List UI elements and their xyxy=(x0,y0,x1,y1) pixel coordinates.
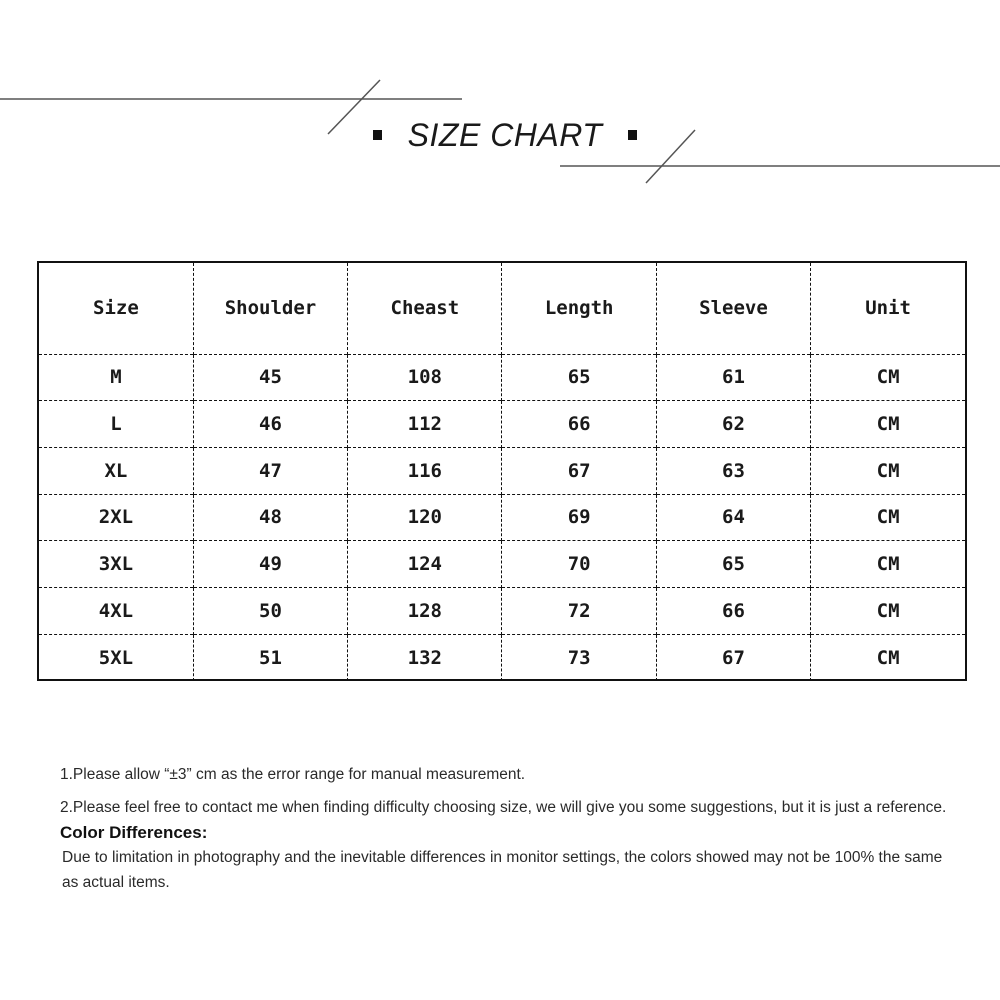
column-header: Cheast xyxy=(348,263,502,354)
table-cell: CM xyxy=(811,354,965,401)
table-cell: 46 xyxy=(193,401,347,448)
column-header: Size xyxy=(93,297,139,320)
notes-section xyxy=(60,762,950,895)
color-differences-text: Due to limitation in photography and the inevitable differences in monitor settings, the colors showed may not be 100% the same as actual items. xyxy=(62,849,943,891)
table-cell: 62 xyxy=(656,401,810,448)
table-row xyxy=(39,634,965,681)
table-cell: 48 xyxy=(193,494,347,541)
table-cell: 67 xyxy=(656,634,810,681)
table-row xyxy=(39,494,965,541)
table-cell: 72 xyxy=(502,587,656,634)
table-cell: 108 xyxy=(348,354,502,401)
right-bullet-icon xyxy=(628,130,637,140)
table-cell: 49 xyxy=(193,541,347,588)
table-cell: CM xyxy=(811,401,965,448)
table-cell: CM xyxy=(811,494,965,541)
column-header: Length xyxy=(502,263,656,354)
table-cell: CM xyxy=(811,587,965,634)
table-cell: 4XL xyxy=(39,587,193,634)
table-row xyxy=(39,401,965,448)
table-cell: 61 xyxy=(656,354,810,401)
column-header: Unit xyxy=(811,263,965,354)
table-cell: 63 xyxy=(656,447,810,494)
title-block xyxy=(0,112,1000,158)
table-cell: 116 xyxy=(348,447,502,494)
table-row xyxy=(39,447,965,494)
table-cell: CM xyxy=(811,634,965,681)
left-bullet-icon xyxy=(373,130,382,140)
table-cell: 67 xyxy=(502,447,656,494)
column-header: Shoulder xyxy=(193,263,347,354)
table-row xyxy=(39,587,965,634)
table-cell: XL xyxy=(39,447,193,494)
size-table xyxy=(39,263,965,681)
table-cell: 3XL xyxy=(39,541,193,588)
table-row xyxy=(39,354,965,401)
table-cell: 65 xyxy=(502,354,656,401)
table-cell: 5XL xyxy=(39,634,193,681)
table-row xyxy=(39,541,965,588)
table-cell: CM xyxy=(811,447,965,494)
note-measurement-error: 1.Please allow “±3” cm as the error range for manual measurement. xyxy=(60,766,526,783)
note-contact: 2.Please feel free to contact me when finding difficulty choosing size, we will give you some suggestions, but it is just a reference. xyxy=(60,799,947,816)
header-decoration xyxy=(0,0,1000,200)
table-cell: 64 xyxy=(656,494,810,541)
table-cell: 66 xyxy=(656,587,810,634)
table-header-row xyxy=(39,263,965,354)
table-cell: 112 xyxy=(348,401,502,448)
table-cell: 132 xyxy=(348,634,502,681)
table-cell: 2XL xyxy=(39,494,193,541)
table-cell: 65 xyxy=(656,541,810,588)
size-table-container xyxy=(37,261,967,681)
table-cell: 69 xyxy=(502,494,656,541)
table-cell: 73 xyxy=(502,634,656,681)
color-differences-heading: Color Differences: xyxy=(60,823,208,842)
table-cell: 47 xyxy=(193,447,347,494)
table-cell: 45 xyxy=(193,354,347,401)
table-cell: 50 xyxy=(193,587,347,634)
table-cell: CM xyxy=(811,541,965,588)
table-cell: 66 xyxy=(502,401,656,448)
table-cell: 128 xyxy=(348,587,502,634)
table-cell: 120 xyxy=(348,494,502,541)
table-cell: M xyxy=(39,354,193,401)
column-header: Sleeve xyxy=(656,263,810,354)
page-title: SIZE CHART xyxy=(407,117,603,153)
table-cell: 70 xyxy=(502,541,656,588)
table-cell: L xyxy=(39,401,193,448)
table-cell: 51 xyxy=(193,634,347,681)
table-cell: 124 xyxy=(348,541,502,588)
